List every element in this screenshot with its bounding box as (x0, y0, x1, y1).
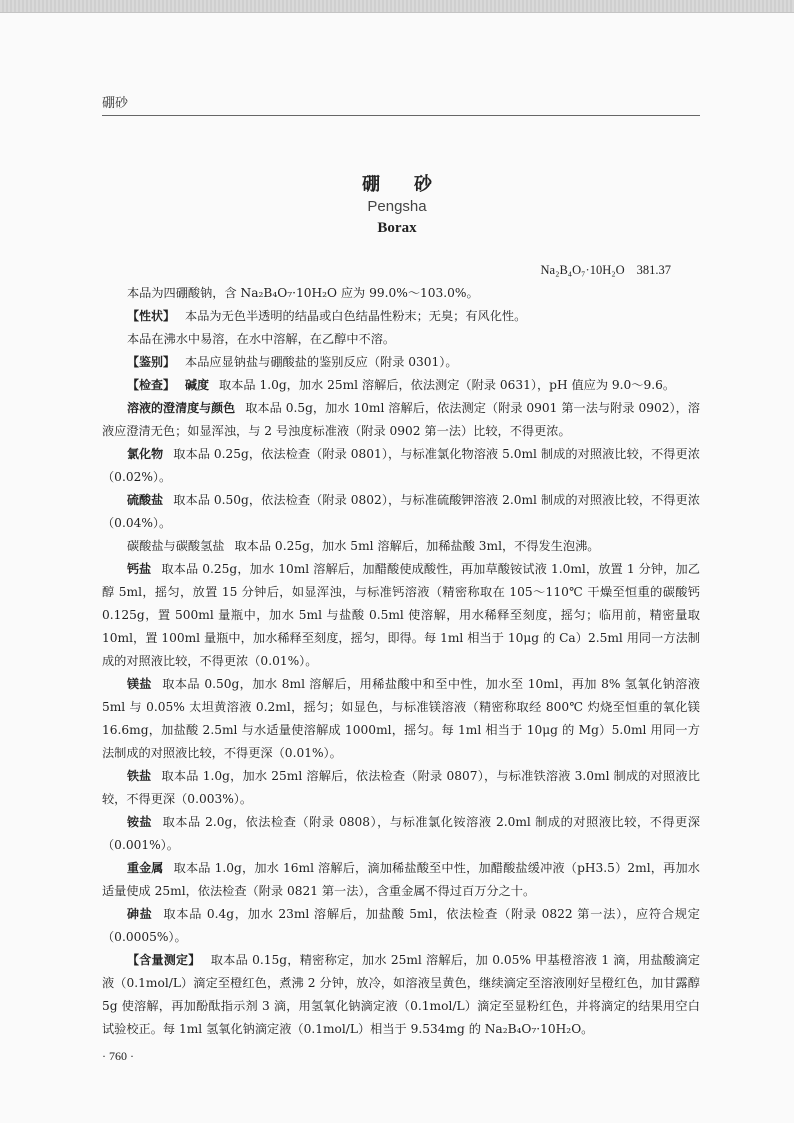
formula-line (541, 263, 671, 278)
test-label: 碳酸盐与碳酸氢盐 (127, 539, 225, 553)
test-label: 硫酸盐 (127, 493, 164, 507)
paragraph-assay: 【含量测定】 取本品 0.15g，精密称定，加水 25ml 溶解后，加 0.05% 甲基橙溶液 1 滴，用盐酸滴定液（0.1mol/L）滴定至橙红色，煮沸 2 分钟，放冷，如溶液呈黄色，继续滴定至溶液刚好呈橙红色，加甘露醇 5g 使溶解，再加酚酞指示剂 3 滴，用氢氧化钠滴定液（0.1mol/L）滴定至显粉红色，并将滴定的结果用空白试验校正。每 1ml 氢氧化钠滴定液（0.1mol/L）相当于 9.534mg 的 Na₂B₄O₇·10H₂O。 (102, 953, 700, 1036)
test-label: 铁盐 (127, 769, 152, 783)
molecular-weight: 381.37 (636, 263, 671, 277)
title-english: Borax (377, 220, 417, 236)
monograph-body (102, 282, 700, 1041)
paragraph-solubility: 本品在沸水中易溶，在水中溶解，在乙醇中不溶。 (127, 332, 396, 346)
scan-top-strip (0, 0, 794, 13)
test-label: 碱度 (185, 378, 210, 392)
paragraph-clarity-color: 溶液的澄清度与颜色 取本品 0.5g，加水 10ml 溶解后，依法测定（附录 0901 第一法与附录 0902），溶液应澄清无色；如显浑浊，与 2 号浊度标准液（附录 0902 第一法）比较，不得更浓。 (102, 401, 700, 438)
running-head: 硼砂 (102, 96, 129, 111)
paragraph-chloride: 氯化物 取本品 0.25g，依法检查（附录 0801），与标准氯化物溶液 5.0ml 制成的对照液比较，不得更浓（0.02%）。 (102, 447, 700, 484)
paragraph-alkalinity: 【检查】 碱度 取本品 1.0g，加水 25ml 溶解后，依法测定（附录 0631），pH 值应为 9.0～9.6。 (127, 378, 676, 392)
section-label: 【鉴别】 (127, 355, 176, 369)
paragraph-ammonium: 铵盐 取本品 2.0g，依法检查（附录 0808），与标准氯化铵溶液 2.0ml 制成的对照液比较，不得更深（0.001%）。 (102, 815, 700, 852)
paragraph-arsenic: 砷盐 取本品 0.4g，加水 23ml 溶解后，加盐酸 5ml，依法检查（附录 0822 第一法），应符合规定（0.0005%）。 (102, 907, 700, 944)
chemical-formula: Na₂B₄O₇·10H₂O (540, 263, 625, 277)
paragraph-carbonate: 碳酸盐与碳酸氢盐 取本品 0.25g，加水 5ml 溶解后，加稀盐酸 3ml，不得发生泡沸。 (127, 539, 600, 553)
paragraph-calcium: 钙盐 取本品 0.25g，加水 10ml 溶解后，加醋酸使成酸性，再加草酸铵试液 1.0ml，放置 1 分钟，加乙醇 5ml，摇匀，放置 15 分钟后，如显浑浊，与标准钙溶液（精密称取在 105～110℃ 干燥至恒重的碳酸钙 0.125g，置 500ml 量瓶中，加水 5ml 与盐酸 0.5ml 使溶解，用水稀释至刻度，摇匀；临用前，精密量取 10ml，置 100ml 量瓶中，加水稀释至刻度，摇匀，即得。每 1ml 相当于 10μg 的 Ca）2.5ml 用同一方法制成的对照液比较，不得更浓（0.01%）。 (102, 562, 700, 668)
paragraph-heavy-metals: 重金属 取本品 1.0g，加水 16ml 溶解后，滴加稀盐酸至中性，加醋酸盐缓冲液（pH3.5）2ml，再加水适量使成 25ml，依法检查（附录 0821 第一法），含重金属不得过百万分之十。 (102, 861, 700, 898)
paragraph-iron: 铁盐 取本品 1.0g，加水 25ml 溶解后，依法检查（附录 0807），与标准铁溶液 3.0ml 制成的对照液比较，不得更深（0.003%）。 (102, 769, 700, 806)
paragraph-identification: 【鉴别】 本品应显钠盐与硼酸盐的鉴别反应（附录 0301）。 (127, 355, 458, 369)
test-label: 钙盐 (127, 562, 152, 576)
title-chinese: 硼砂 (362, 174, 466, 195)
header-rule (102, 115, 700, 116)
test-label: 重金属 (127, 861, 164, 875)
test-label: 溶液的澄清度与颜色 (127, 401, 236, 415)
section-label: 【含量测定】 (127, 953, 201, 967)
page-number: · 760 · (102, 1049, 134, 1063)
paragraph-magnesium: 镁盐 取本品 0.50g，加水 8ml 溶解后，用稀盐酸中和至中性，加水至 10ml，再加 8% 氢氧化钠溶液 5ml 与 0.05% 太坦黄溶液 0.2ml，摇匀；如显色，与标准镁溶液（精密称取经 800℃ 灼烧至恒重的氧化镁 16.6mg，加盐酸 2.5ml 与水适量使溶解成 1000ml，摇匀。每 1ml 相当于 10μg 的 Mg）5.0ml 用同一方法制成的对照液比较，不得更深（0.01%）。 (102, 677, 700, 760)
test-label: 镁盐 (127, 677, 152, 691)
section-label: 【性状】 (127, 309, 176, 323)
paragraph-sulfate: 硫酸盐 取本品 0.50g，依法检查（附录 0802），与标准硫酸钾溶液 2.0ml 制成的对照液比较，不得更浓（0.04%）。 (102, 493, 700, 530)
test-label: 铵盐 (127, 815, 153, 829)
paragraph-content: 本品为四硼酸钠，含 Na₂B₄O₇·10H₂O 应为 99.0%～103.0%。 (127, 286, 479, 300)
section-label: 【检查】 (127, 378, 176, 392)
title-pinyin: Pengsha (367, 198, 427, 215)
test-label: 砷盐 (127, 907, 153, 921)
paragraph-properties: 【性状】 本品为无色半透明的结晶或白色结晶性粉末；无臭；有风化性。 (127, 309, 527, 323)
test-label: 氯化物 (127, 447, 164, 461)
